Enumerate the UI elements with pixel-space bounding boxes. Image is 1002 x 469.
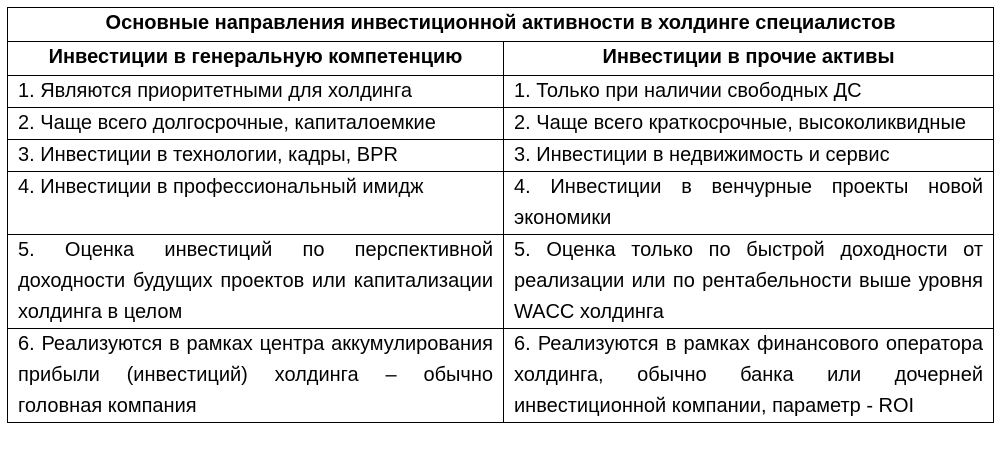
- table-row: [8, 140, 994, 172]
- table-cell: 6. Реализуются в рамках центра аккумулирования прибыли (инвестиций) холдинга – обычно головная компания: [8, 329, 504, 423]
- table-row: [8, 172, 994, 235]
- table-cell: 6. Реализуются в рамках финансового оператора холдинга, обычно банка или дочерней инвестиционной компании, параметр - ROI: [504, 329, 994, 423]
- table-title-row: [8, 8, 994, 42]
- investment-directions-table: [7, 7, 994, 423]
- table-cell: 1. Являются приоритетными для холдинга: [8, 76, 504, 108]
- table-cell: 4. Инвестиции в венчурные проекты новой экономики: [504, 172, 994, 235]
- table-cell: 2. Чаще всего краткосрочные, высоколиквидные: [504, 108, 994, 140]
- table-cell: 4. Инвестиции в профессиональный имидж: [8, 172, 504, 235]
- table-cell: 5. Оценка инвестиций по перспективной доходности будущих проектов или капитализации холдинга в целом: [8, 235, 504, 329]
- table-row: [8, 76, 994, 108]
- table-row: [8, 329, 994, 423]
- column-header-other-assets: Инвестиции в прочие активы: [504, 42, 994, 76]
- column-header-core-competence: Инвестиции в генеральную компетенцию: [8, 42, 504, 76]
- table-cell: 5. Оценка только по быстрой доходности от реализации или по рентабельности выше уровня WACC холдинга: [504, 235, 994, 329]
- table-cell: 1. Только при наличии свободных ДС: [504, 76, 994, 108]
- table-cell: 3. Инвестиции в недвижимость и сервис: [504, 140, 994, 172]
- table-title: Основные направления инвестиционной активности в холдинге специалистов: [8, 8, 994, 42]
- table-header-row: [8, 42, 994, 76]
- table-row: [8, 235, 994, 329]
- table-row: [8, 108, 994, 140]
- table-cell: 3. Инвестиции в технологии, кадры, BPR: [8, 140, 504, 172]
- table-cell: 2. Чаще всего долгосрочные, капиталоемкие: [8, 108, 504, 140]
